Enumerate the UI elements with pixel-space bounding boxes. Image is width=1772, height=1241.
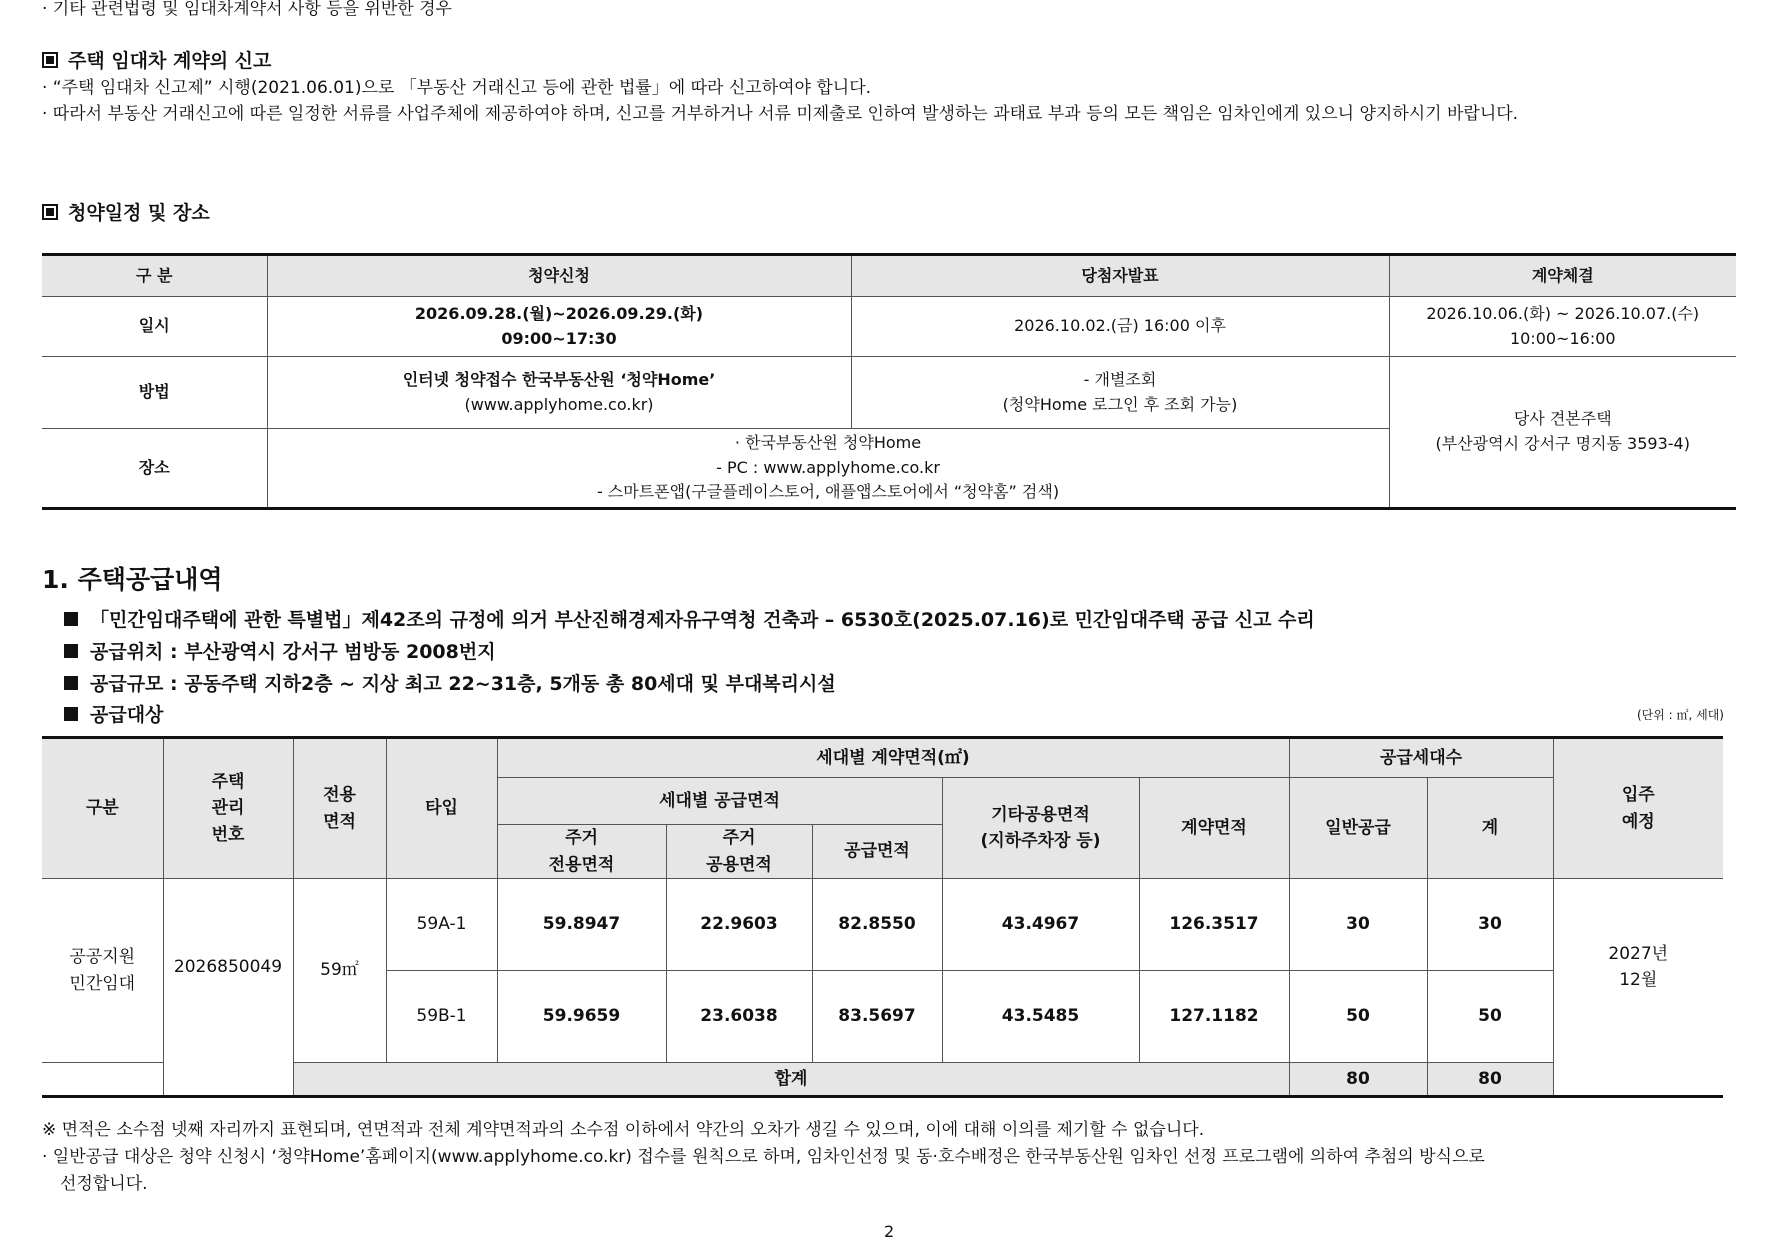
apply-method-1: 인터넷 청약접수 한국부동산원 ‘청약Home’ [402,369,716,389]
header-move-1: 입주 [1621,785,1655,806]
mgmt-no-cell: 2026850049 [163,879,293,1097]
header-res-common-1: 주거 [722,828,756,849]
apply-date-1: 2026.09.28.(월)~2026.09.29.(화) [414,303,704,323]
move-in-2: 12월 [1619,970,1658,990]
contract-cell: 127.1182 [1139,971,1289,1063]
header-area-2: 면적 [323,811,356,832]
header-other-1: 기타공용면적 [991,804,1090,825]
supply-bullet-1 [64,605,1315,632]
contract-date-1: 2026.10.06.(화) ~ 2026.10.07.(수) [1426,303,1700,323]
header-general: 일반공급 [1289,778,1427,879]
section-heading-schedule-text: 청약일정 및 장소 [68,202,210,224]
type-cell: 59B-1 [386,971,497,1063]
other-cell: 43.5485 [942,971,1139,1063]
header-other-2: (지하주차장 등) [980,831,1101,851]
res-excl-cell: 59.9659 [497,971,666,1063]
contract-place-1: 당사 견본주택 [1513,409,1612,429]
supply-bullet-3-text: 공급규모 : 공동주택 지하2층 ~ 지상 최고 22~31층, 5개동 총 80세대 및 부대복리시설 [90,673,836,695]
header-other-area [942,778,1139,879]
sum-row [42,1063,1723,1097]
square-bullet-icon [42,52,58,68]
unit-label: (단위 : ㎡, 세대) [1636,708,1724,722]
header-gubun: 구분 [42,738,163,879]
header-announce: 당첨자발표 [851,255,1389,297]
move-in-cell [1553,879,1723,1097]
contract-place-cell [1389,357,1736,509]
category-1: 공공지원 [69,947,136,968]
header-apply: 청약신청 [267,255,851,297]
supply-header-row-1 [42,738,1723,778]
schedule-header-row [42,255,1736,297]
header-contract: 계약면적 [1139,778,1289,879]
type-cell: 59A-1 [386,879,497,971]
place-cell [267,429,1389,509]
header-mgmt-no [163,738,293,879]
apply-date-2: 09:00~17:30 [501,328,617,348]
header-supply-households: 공급세대수 [1289,738,1553,778]
section-heading-report [42,46,271,73]
apply-method-2: (www.applyhome.co.kr) [464,394,654,414]
general-cell: 50 [1289,971,1427,1063]
place-line-2: - PC : www.applyhome.co.kr [716,457,940,477]
header-gubun: 구 분 [42,255,267,297]
announce-method-2: (청약Home 로그인 후 조회 가능) [1002,394,1238,414]
table-row [42,879,1723,971]
res-excl-cell: 59.8947 [497,879,666,971]
schedule-table [42,253,1736,510]
place-line-1: · 한국부동산원 청약Home [734,432,922,452]
contract-date-cell [1389,297,1736,357]
header-area-1: 전용 [323,785,356,806]
supply-bullet-2 [64,637,496,664]
header-total: 계 [1427,778,1553,879]
place-line-3: - 스마트폰앱(구글플레이스토어, 애플앱스토어에서 “청약홈” 검색) [596,482,1060,502]
report-line-2: · 따라서 부동산 거래신고에 따른 일정한 서류를 사업주체에 제공하여야 하며, 신고를 거부하거나 서류 미제출로 인하여 발생하는 과태료 부과 등의 모든 책임은 임차인에게 있으니 양지하시기 바랍니다. [42,104,1519,124]
report-line-1: · “주택 임대차 신고제” 시행(2021.06.01)으로 「부동산 거래신고 등에 관한 법률」에 따라 신고하여야 합니다. [42,78,872,98]
header-mgmt-2: 관리 [211,798,245,819]
total-cell: 30 [1427,879,1553,971]
move-in-1: 2027년 [1608,943,1669,964]
supply-table [42,736,1723,1098]
header-res-excl-2: 전용면적 [548,854,615,875]
res-common-cell: 23.6038 [666,971,812,1063]
header-res-common [666,825,812,879]
apply-method-cell [267,357,851,429]
header-supply-area: 세대별 공급면적 [497,778,942,825]
header-move-in [1553,738,1723,879]
row-label-place: 장소 [42,429,267,509]
general-cell: 30 [1289,879,1427,971]
row-label-date: 일시 [42,297,267,357]
res-common-cell: 22.9603 [666,879,812,971]
excl-area-cell: 59㎡ [293,879,386,1063]
header-res-excl-1: 주거 [565,828,598,849]
announce-method-1: - 개별조회 [1083,369,1157,389]
supply-bullet-4-text: 공급대상 [90,704,164,726]
category-2: 민간임대 [69,973,136,994]
schedule-row-date [42,297,1736,357]
black-square-icon [64,676,78,690]
total-cell: 50 [1427,971,1553,1063]
row-label-method: 방법 [42,357,267,429]
category-cell [42,879,163,1063]
black-square-icon [64,644,78,658]
note-line-1: ※ 면적은 소수점 넷째 자리까지 표현되며, 연면적과 전체 계약면적과의 소수점 이하에서 약간의 오차가 생길 수 있으며, 이에 대해 이의를 제기할 수 없습니다. [42,1120,1205,1140]
header-contract: 계약체결 [1389,255,1736,297]
announce-date: 2026.10.02.(금) 16:00 이후 [851,297,1389,357]
header-res-excl [497,825,666,879]
section-heading-schedule [42,198,210,225]
other-cell: 43.4967 [942,879,1139,971]
header-mgmt-3: 번호 [211,824,245,845]
sum-general: 80 [1289,1063,1427,1097]
contract-date-2: 10:00~16:00 [1509,328,1616,348]
supply-cell: 83.5697 [812,971,942,1063]
contract-cell: 126.3517 [1139,879,1289,971]
note-line-2: · 일반공급 대상은 청약 신청시 ‘청약Home’홈페이지(www.applyhome.co.kr) 접수를 원칙으로 하며, 임차인선정 및 동·호수배정은 한국부동산원 임차인 선정 프로그램에 의하여 추첨의 방식으로 [42,1147,1485,1167]
header-excl-area [293,738,386,879]
square-bullet-icon [42,204,58,220]
header-res-common-2: 공용면적 [706,854,772,875]
page-number: 2 [884,1222,895,1241]
supply-cell: 82.8550 [812,879,942,971]
supply-bullet-1-text: 「민간임대주택에 관한 특별법」제42조의 규정에 의거 부산진해경제자유구역청 건축과 – 6530호(2025.07.16)로 민간임대주택 공급 신고 수리 [90,609,1315,631]
announce-method-cell [851,357,1389,429]
top-line: · 기타 관련법령 및 임대차계약서 사항 등을 위반한 경우 [42,0,452,19]
black-square-icon [64,612,78,626]
header-move-2: 예정 [1621,811,1655,832]
apply-date-cell [267,297,851,357]
sum-total: 80 [1427,1063,1553,1097]
header-mgmt-1: 주택 [211,771,245,792]
supply-title: 1. 주택공급내역 [42,565,223,594]
note-line-3: 선정합니다. [60,1174,148,1194]
header-contract-area: 세대별 계약면적(㎡) [497,738,1289,778]
sum-label: 합계 [293,1063,1289,1097]
black-square-icon [64,707,78,721]
header-type: 타입 [386,738,497,879]
supply-bullet-4 [64,700,163,727]
contract-place-2: (부산광역시 강서구 명지동 3593-4) [1435,434,1690,453]
schedule-row-method [42,357,1736,429]
supply-bullet-2-text: 공급위치 : 부산광역시 강서구 범방동 2008번지 [90,641,496,663]
header-supply: 공급면적 [812,825,942,879]
section-heading-report-text: 주택 임대차 계약의 신고 [68,50,272,72]
supply-bullet-3 [64,669,836,696]
sum-blank-cell [42,1063,163,1097]
